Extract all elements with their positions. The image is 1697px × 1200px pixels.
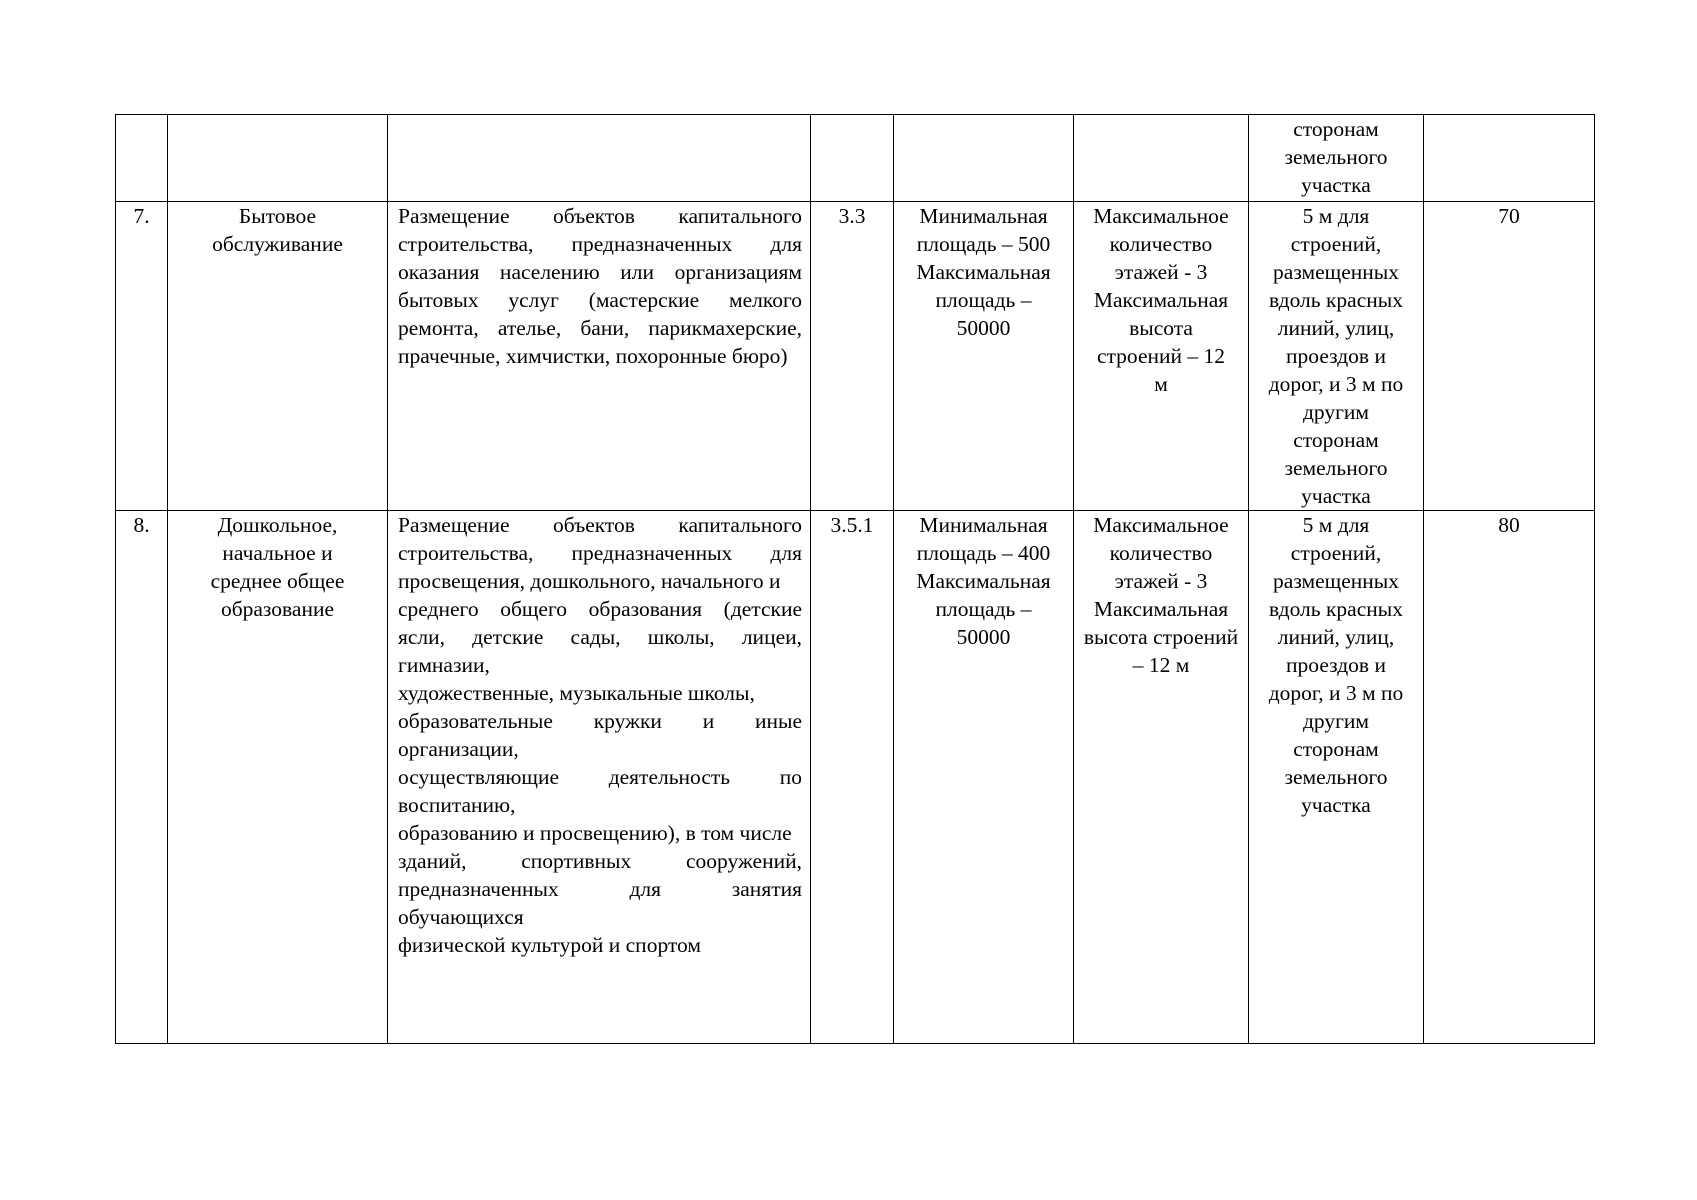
- setback-line: участка: [1301, 793, 1371, 817]
- height-line: этажей - 3: [1114, 260, 1208, 284]
- setback-line: земельного: [1284, 765, 1388, 789]
- setback-line: другим: [1302, 400, 1370, 424]
- height-line: Максимальное: [1093, 513, 1229, 537]
- use-name-line: Бытовое: [238, 204, 317, 228]
- height-line: Максимальная: [1093, 597, 1229, 621]
- description-paragraph: художественные, музыкальные школы,: [398, 681, 755, 705]
- setback-line: 5 м для: [1302, 204, 1370, 228]
- area-line: Минимальная: [919, 204, 1048, 228]
- use-name-line: образование: [220, 597, 335, 621]
- use-name-line: начальное и: [222, 541, 333, 565]
- setback-line: строений,: [1290, 541, 1382, 565]
- height-line: высота: [1129, 316, 1193, 340]
- use-code: 3.5.1: [811, 511, 894, 1044]
- setback-line: размещенных: [1273, 569, 1399, 593]
- setback-line: участка: [1301, 484, 1371, 508]
- height-line: – 12 м: [1132, 653, 1190, 677]
- plot-area-limits: [894, 115, 1074, 202]
- setback-line: сторонам: [1293, 428, 1379, 452]
- description-paragraph: среднего общего образования (детские ясли, детские сады, школы, лицеи, гимназии,: [398, 597, 802, 677]
- setback-line: проездов и: [1286, 653, 1386, 677]
- setback-limits: [1249, 115, 1424, 202]
- row-number: [116, 115, 168, 202]
- description-paragraph: образовательные кружки и иные организации,: [398, 709, 802, 761]
- use-name-line: Дошкольное,: [217, 513, 338, 537]
- area-line: площадь –: [935, 597, 1032, 621]
- row-number: 7.: [116, 202, 168, 511]
- setback-line: линий, улиц,: [1277, 625, 1395, 649]
- description-paragraph: Размещение объектов капитального строительства, предназначенных для просвещения, дошкольного, начального и: [398, 513, 802, 593]
- setback-line: вдоль красных: [1269, 597, 1403, 621]
- table-row: [116, 115, 1595, 202]
- setback-line: другим: [1302, 709, 1370, 733]
- use-description: [388, 511, 811, 1044]
- table-row: [116, 511, 1595, 1044]
- height-limits: [1074, 115, 1249, 202]
- area-line: 50000: [956, 625, 1011, 649]
- area-line: Минимальная: [919, 513, 1048, 537]
- setback-line: земельного: [1284, 145, 1388, 169]
- row-number: 8.: [116, 511, 168, 1044]
- height-line: количество: [1109, 541, 1213, 565]
- setback-line: земельного: [1284, 456, 1388, 480]
- use-name: [168, 202, 388, 511]
- setback-line: сторонам: [1293, 737, 1379, 761]
- area-line: площадь – 400: [916, 541, 1051, 565]
- description-paragraph: Размещение объектов капитального строительства, предназначенных для оказания населению или организациям бытовых услуг (мастерские мелкого ремонта, ателье, бани, парикмахерские, прачечные, химчистки, похоронные бюро): [398, 204, 802, 368]
- area-line: 50000: [956, 316, 1011, 340]
- plot-area-limits: [894, 511, 1074, 1044]
- setback-line: линий, улиц,: [1277, 316, 1395, 340]
- setback-limits: [1249, 202, 1424, 511]
- setback-limits: [1249, 511, 1424, 1044]
- use-code: 3.3: [811, 202, 894, 511]
- description-paragraph: физической культурой и спортом: [398, 933, 701, 957]
- use-name-line: среднее общее: [210, 569, 345, 593]
- coverage-percent: 80: [1424, 511, 1595, 1044]
- area-line: площадь –: [935, 288, 1032, 312]
- coverage-percent: 70: [1424, 202, 1595, 511]
- setback-line: размещенных: [1273, 260, 1399, 284]
- zoning-table: [115, 114, 1595, 1044]
- description-paragraph: осуществляющие деятельность по воспитанию,: [398, 765, 802, 817]
- setback-line: дорог, и 3 м по: [1268, 372, 1404, 396]
- height-line: этажей - 3: [1114, 569, 1208, 593]
- setback-line: участка: [1301, 173, 1371, 197]
- setback-line: проездов и: [1286, 344, 1386, 368]
- table-body: [116, 115, 1595, 1044]
- area-line: площадь – 500: [916, 232, 1051, 256]
- use-name-line: обслуживание: [212, 232, 343, 256]
- height-limits: [1074, 202, 1249, 511]
- use-description: [388, 115, 811, 202]
- height-line: количество: [1109, 232, 1213, 256]
- setback-line: дорог, и 3 м по: [1268, 681, 1404, 705]
- height-line: Максимальное: [1093, 204, 1229, 228]
- height-line: Максимальная: [1093, 288, 1229, 312]
- table-row: [116, 202, 1595, 511]
- height-limits: [1074, 511, 1249, 1044]
- area-line: Максимальная: [916, 260, 1051, 284]
- height-line: м: [1154, 372, 1168, 396]
- use-description: [388, 202, 811, 511]
- setback-line: сторонам: [1293, 117, 1379, 141]
- plot-area-limits: [894, 202, 1074, 511]
- use-name: [168, 511, 388, 1044]
- coverage-percent: [1424, 115, 1595, 202]
- height-line: строений – 12: [1096, 344, 1226, 368]
- description-paragraph: образованию и просвещению), в том числе: [398, 821, 792, 845]
- description-paragraph: зданий, спортивных сооружений, предназначенных для занятия обучающихся: [398, 849, 802, 929]
- setback-line: строений,: [1290, 232, 1382, 256]
- setback-line: вдоль красных: [1269, 288, 1403, 312]
- use-name: [168, 115, 388, 202]
- height-line: высота строений: [1083, 625, 1239, 649]
- setback-line: 5 м для: [1302, 513, 1370, 537]
- area-line: Максимальная: [916, 569, 1051, 593]
- use-code: [811, 115, 894, 202]
